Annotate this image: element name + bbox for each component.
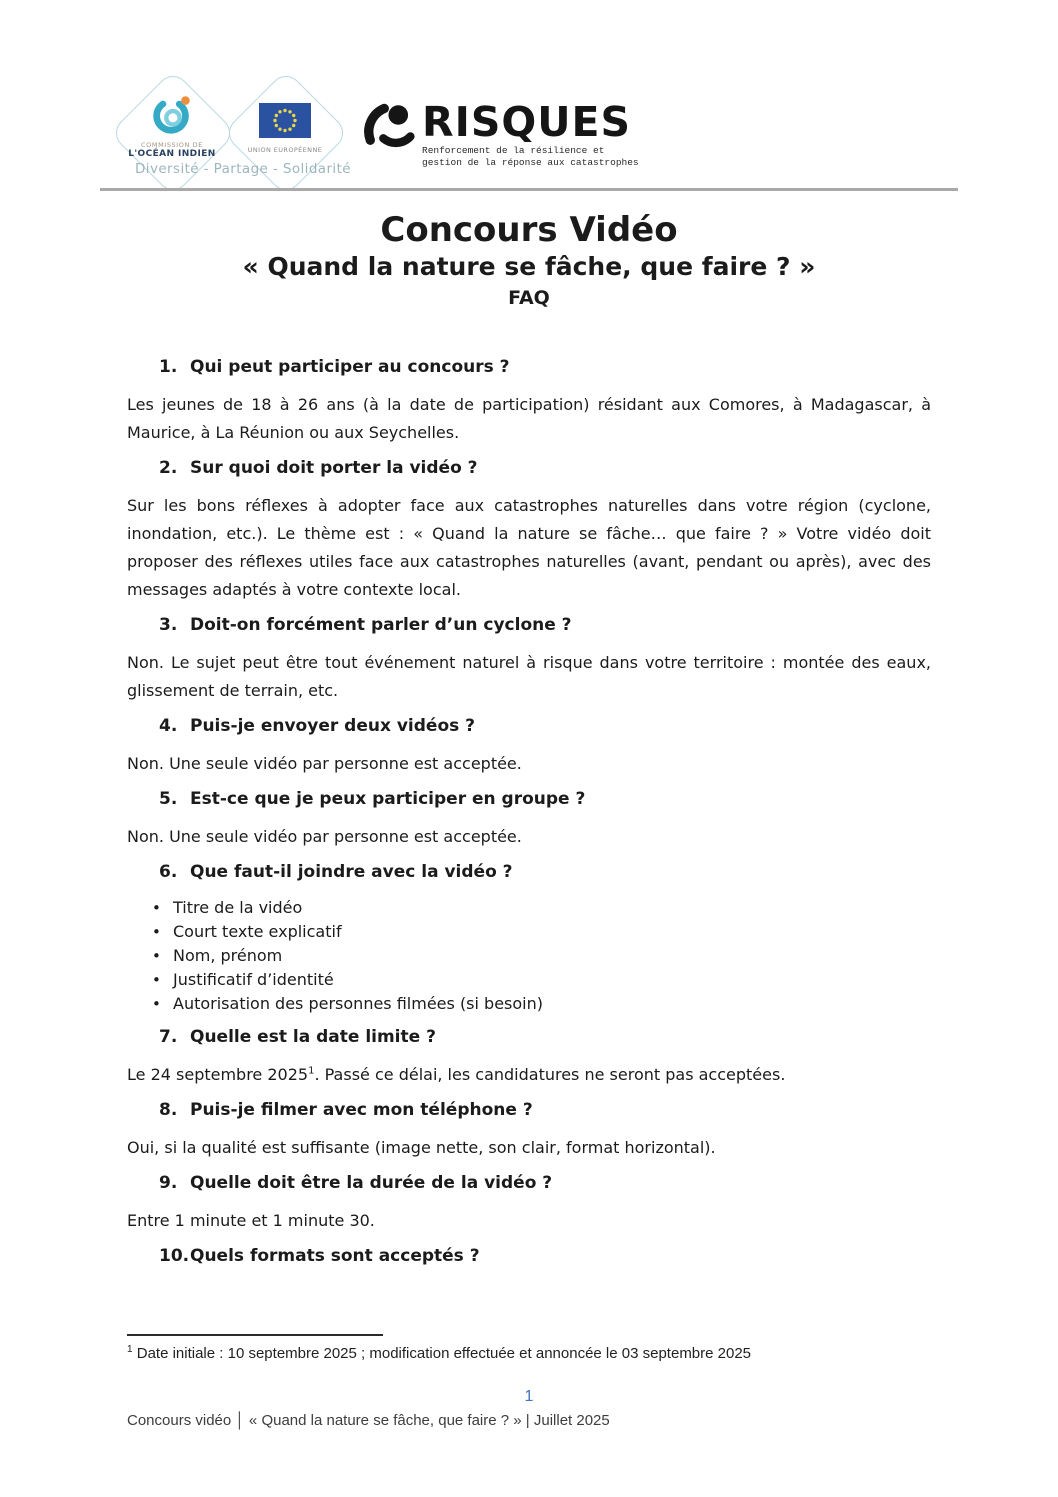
coi-motto: Diversité - Partage - Solidarité — [135, 161, 351, 177]
question-text: Que faut-il joindre avec la vidéo ? — [190, 862, 513, 882]
question-text: Sur quoi doit porter la vidéo ? — [190, 458, 478, 478]
question-text: Qui peut participer au concours ? — [190, 357, 510, 377]
header — [0, 0, 1058, 200]
header-divider — [100, 188, 958, 191]
bullet-item: • Court texte explicatif — [173, 920, 931, 944]
bullet-item: • Nom, prénom — [173, 944, 931, 968]
answer-paragraph — [127, 1061, 931, 1089]
page-subtitle: « Quand la nature se fâche, que faire ? » — [242, 252, 816, 281]
risques-tagline-line2: gestion de la réponse aux catastrophes — [422, 156, 639, 168]
faq-item-10 — [127, 1245, 931, 1267]
question-heading — [127, 1099, 931, 1121]
question-heading — [127, 457, 931, 479]
question-text: Quels formats sont acceptés ? — [190, 1246, 480, 1266]
answer-paragraph: Oui, si la qualité est suffisante (image nette, son clair, format horizontal). — [127, 1138, 716, 1157]
question-number: 6. — [159, 862, 178, 882]
risques-logo-name: RISQUES — [422, 98, 632, 146]
bullet-item: • Titre de la vidéo — [173, 896, 931, 920]
question-number: 2. — [159, 458, 178, 478]
faq-item-8 — [127, 1099, 931, 1162]
bullet-item: • Autorisation des personnes filmées (si besoin) — [173, 992, 931, 1016]
risques-tagline-line1: Renforcement de la résilience et — [422, 145, 605, 156]
coi-logo — [122, 90, 222, 159]
footer-text: Concours vidéo │ « Quand la nature se fâche, que faire ? » | Juillet 2025 — [127, 1412, 610, 1429]
question-text: Quelle est la date limite ? — [190, 1027, 436, 1047]
question-number: 3. — [159, 615, 178, 635]
eu-flag-icon — [259, 123, 311, 142]
question-heading — [127, 356, 931, 378]
eu-logo-label: UNION EUROPÉENNE — [247, 146, 323, 154]
faq-list — [127, 356, 931, 1267]
answer-paragraph: Entre 1 minute et 1 minute 30. — [127, 1211, 375, 1230]
question-number: 7. — [159, 1027, 178, 1047]
question-heading — [127, 1245, 931, 1267]
question-number: 1. — [159, 357, 178, 377]
faq-item-1 — [127, 356, 931, 447]
question-heading — [127, 1172, 931, 1194]
page-title: Concours Vidéo — [380, 210, 678, 250]
faq-item-6 — [127, 861, 931, 1016]
question-heading — [127, 788, 931, 810]
footnote-reference: 1 — [308, 1065, 315, 1077]
footnote-text: Date initiale : 10 septembre 2025 ; modification effectuée et annoncée le 03 septembre 2025 — [132, 1345, 752, 1362]
question-text: Quelle doit être la durée de la vidéo ? — [190, 1173, 553, 1193]
question-text: Puis-je filmer avec mon téléphone ? — [190, 1100, 533, 1120]
title-block — [127, 200, 931, 310]
answer-paragraph: Non. Une seule vidéo par personne est acceptée. — [127, 827, 522, 846]
footnote — [127, 1345, 931, 1362]
question-number: 5. — [159, 789, 178, 809]
answer-paragraph: Sur les bons réflexes à adopter face aux catastrophes naturelles dans votre région (cyclone, inondation, etc.). Le thème est : « Quand la nature se fâche… que faire ? » Votre vidéo doit proposer des réflexes utiles face aux catastrophes naturelles (avant, pendant ou après), avec des messages adaptés à votre contexte local. — [127, 496, 931, 599]
faq-item-7 — [127, 1026, 931, 1089]
bullet-item: • Justificatif d’identité — [173, 968, 931, 992]
question-number: 4. — [159, 716, 178, 736]
answer-paragraph: Non. Une seule vidéo par personne est acceptée. — [127, 754, 522, 773]
answer-paragraph: Non. Le sujet peut être tout événement naturel à risque dans votre territoire : montée des eaux, glissement de terrain, etc. — [127, 653, 931, 700]
question-number: 8. — [159, 1100, 178, 1120]
question-text: Doit-on forcément parler d’un cyclone ? — [190, 615, 572, 635]
answer-text: Le 24 septembre 2025 — [127, 1065, 309, 1084]
faq-item-2 — [127, 457, 931, 604]
faq-label: FAQ — [508, 287, 550, 309]
eu-logo — [243, 103, 327, 154]
question-text: Est-ce que je peux participer en groupe ? — [190, 789, 586, 809]
question-number: 9. — [159, 1173, 178, 1193]
faq-item-4 — [127, 715, 931, 778]
risques-person-icon — [360, 102, 416, 160]
coi-swirl-icon — [149, 121, 195, 140]
question-heading — [127, 1026, 931, 1048]
coi-logo-text-line2: L'OCÉAN INDIEN — [128, 149, 216, 159]
faq-item-9 — [127, 1172, 931, 1235]
faq-item-3 — [127, 614, 931, 705]
document-body — [0, 200, 1058, 1280]
question-number: 10. — [159, 1246, 190, 1266]
footnote-number: 1 — [127, 1344, 133, 1355]
question-heading — [127, 861, 931, 883]
question-heading — [127, 614, 931, 636]
risques-logo — [360, 98, 639, 168]
coi-logo-text-line1: COMMISSION DE — [141, 141, 203, 149]
attachment-list — [127, 896, 931, 1016]
page-number: 1 — [524, 1388, 534, 1405]
answer-paragraph: Les jeunes de 18 à 26 ans (à la date de participation) résidant aux Comores, à Madagascar, à Maurice, à La Réunion ou aux Seychelles. — [127, 395, 931, 442]
faq-item-5 — [127, 788, 931, 851]
question-heading — [127, 715, 931, 737]
answer-text: . Passé ce délai, les candidatures ne seront pas acceptées. — [314, 1065, 786, 1084]
footnote-divider — [127, 1334, 383, 1336]
question-text: Puis-je envoyer deux vidéos ? — [190, 716, 476, 736]
